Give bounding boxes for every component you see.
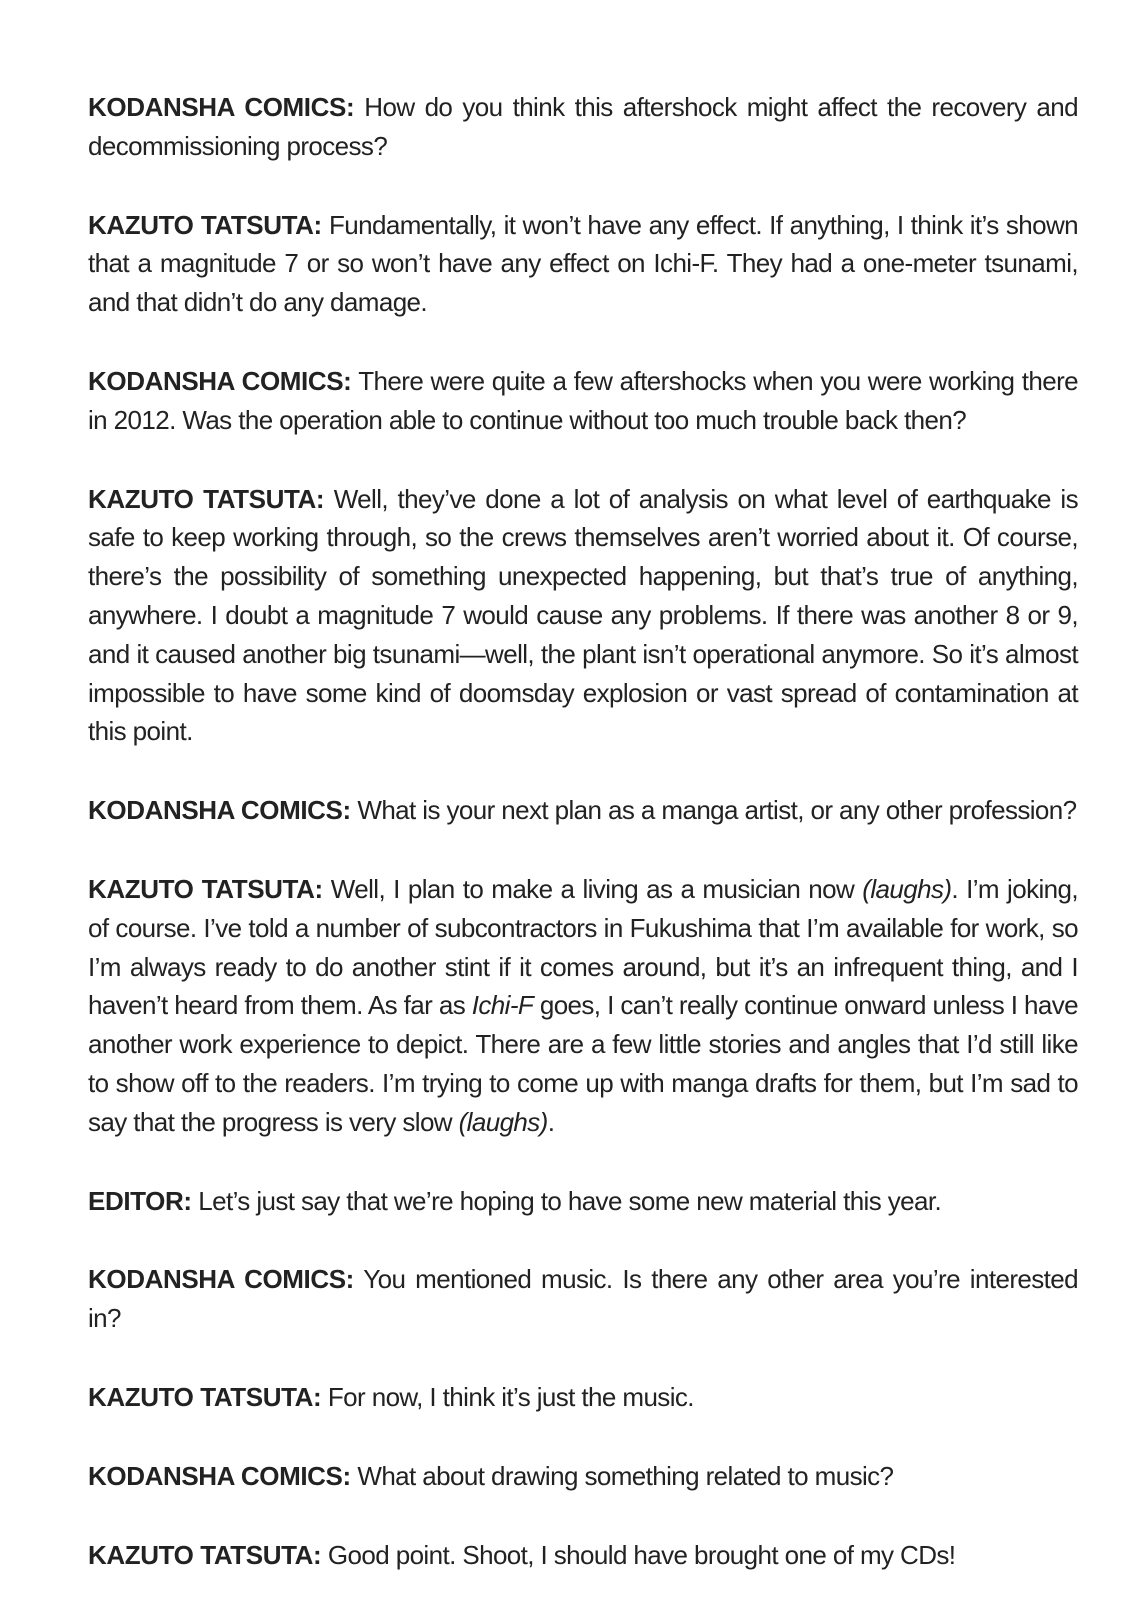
italic-text: (laughs) [458, 1106, 548, 1137]
interview-turn [88, 480, 1078, 752]
dialogue-text: Fundamentally, it won’t have any effect. If anything, I think it’s shown that a magnitude 7 or so won’t have any effect on Ichi-F. They had a one-meter tsunami, and that didn’t do any damage. [88, 209, 1078, 318]
speaker-label: KAZUTO TATSUTA: [88, 483, 325, 514]
interview-turn [88, 1457, 1078, 1496]
speaker-label: KODANSHA COMICS: [88, 1264, 354, 1295]
speaker-label: KODANSHA COMICS: [88, 1460, 351, 1491]
dialogue-text: Well, I plan to make a living as a musician now [322, 873, 863, 904]
interview-turn [88, 362, 1078, 440]
interview-turn [88, 1182, 1078, 1221]
speaker-label: KAZUTO TATSUTA: [88, 1381, 322, 1412]
dialogue-text: goes, I can’t really continue onward unless I have another work experience to depict. There are a few little stories and angles that I’d still like to show off to the readers. I’m trying to come up with manga drafts for them, but I’m sad to say that the progress is very slow [88, 990, 1078, 1137]
dialogue-text: What is your next plan as a manga artist, or any other profession? [350, 795, 1077, 826]
speaker-label: KODANSHA COMICS: [88, 365, 352, 396]
dialogue-text: Let’s just say that we’re hoping to have some new material this year. [191, 1185, 942, 1216]
speaker-label: KODANSHA COMICS: [88, 92, 355, 122]
speaker-label: KAZUTO TATSUTA: [88, 209, 322, 240]
interview-turn [88, 791, 1078, 830]
speaker-label: KAZUTO TATSUTA: [88, 1539, 322, 1570]
interview-turn [88, 206, 1078, 322]
italic-text: (laughs) [862, 873, 952, 904]
speaker-label: KAZUTO TATSUTA: [88, 873, 323, 904]
dialogue-text: There were quite a few aftershocks when you were working there in 2012. Was the operation able to continue without too much trouble back then? [88, 365, 1078, 435]
interview-turn [88, 88, 1078, 166]
dialogue-text: What about drawing something related to music? [350, 1460, 894, 1491]
interview-turn [88, 1378, 1078, 1417]
italic-text: Ichi-F [471, 990, 534, 1021]
interview-page [88, 88, 1078, 1574]
dialogue-text: . I’m joking, of course. I’ve told a number of subcontractors in Fukushima that I’m available for work, so I’m always ready to do another stint if it comes around, but it’s an infrequent thing, and I haven’t heard from them. As far as [88, 873, 1079, 1021]
speaker-label: EDITOR: [88, 1185, 192, 1216]
speaker-label: KODANSHA COMICS: [88, 795, 351, 826]
interview-turn [88, 1536, 1078, 1575]
dialogue-text: How do you think this aftershock might affect the recovery and decommissioning process? [88, 92, 1078, 161]
dialogue-text: Good point. Shoot, I should have brought one of my CDs! [321, 1539, 956, 1570]
dialogue-text: Well, they’ve done a lot of analysis on what level of earthquake is safe to keep working through, so the crews themselves aren’t worried about it. Of course, there’s the possibility of something unexpected happening, but that’s true of anything, anywhere. I doubt a magnitude 7 would cause any problems. If there was another 8 or 9, and it caused another big tsunami—well, the plant isn’t operational anymore. So it’s almost impossible to have some kind of doomsday explosion or vast spread of contamination at this point. [88, 483, 1078, 747]
dialogue-text: For now, I think it’s just the music. [321, 1381, 694, 1412]
interview-turn [88, 1260, 1078, 1338]
dialogue-text: . [547, 1106, 555, 1137]
dialogue-text: You mentioned music. Is there any other area you’re interested in? [88, 1264, 1078, 1334]
interview-turn [88, 870, 1078, 1142]
